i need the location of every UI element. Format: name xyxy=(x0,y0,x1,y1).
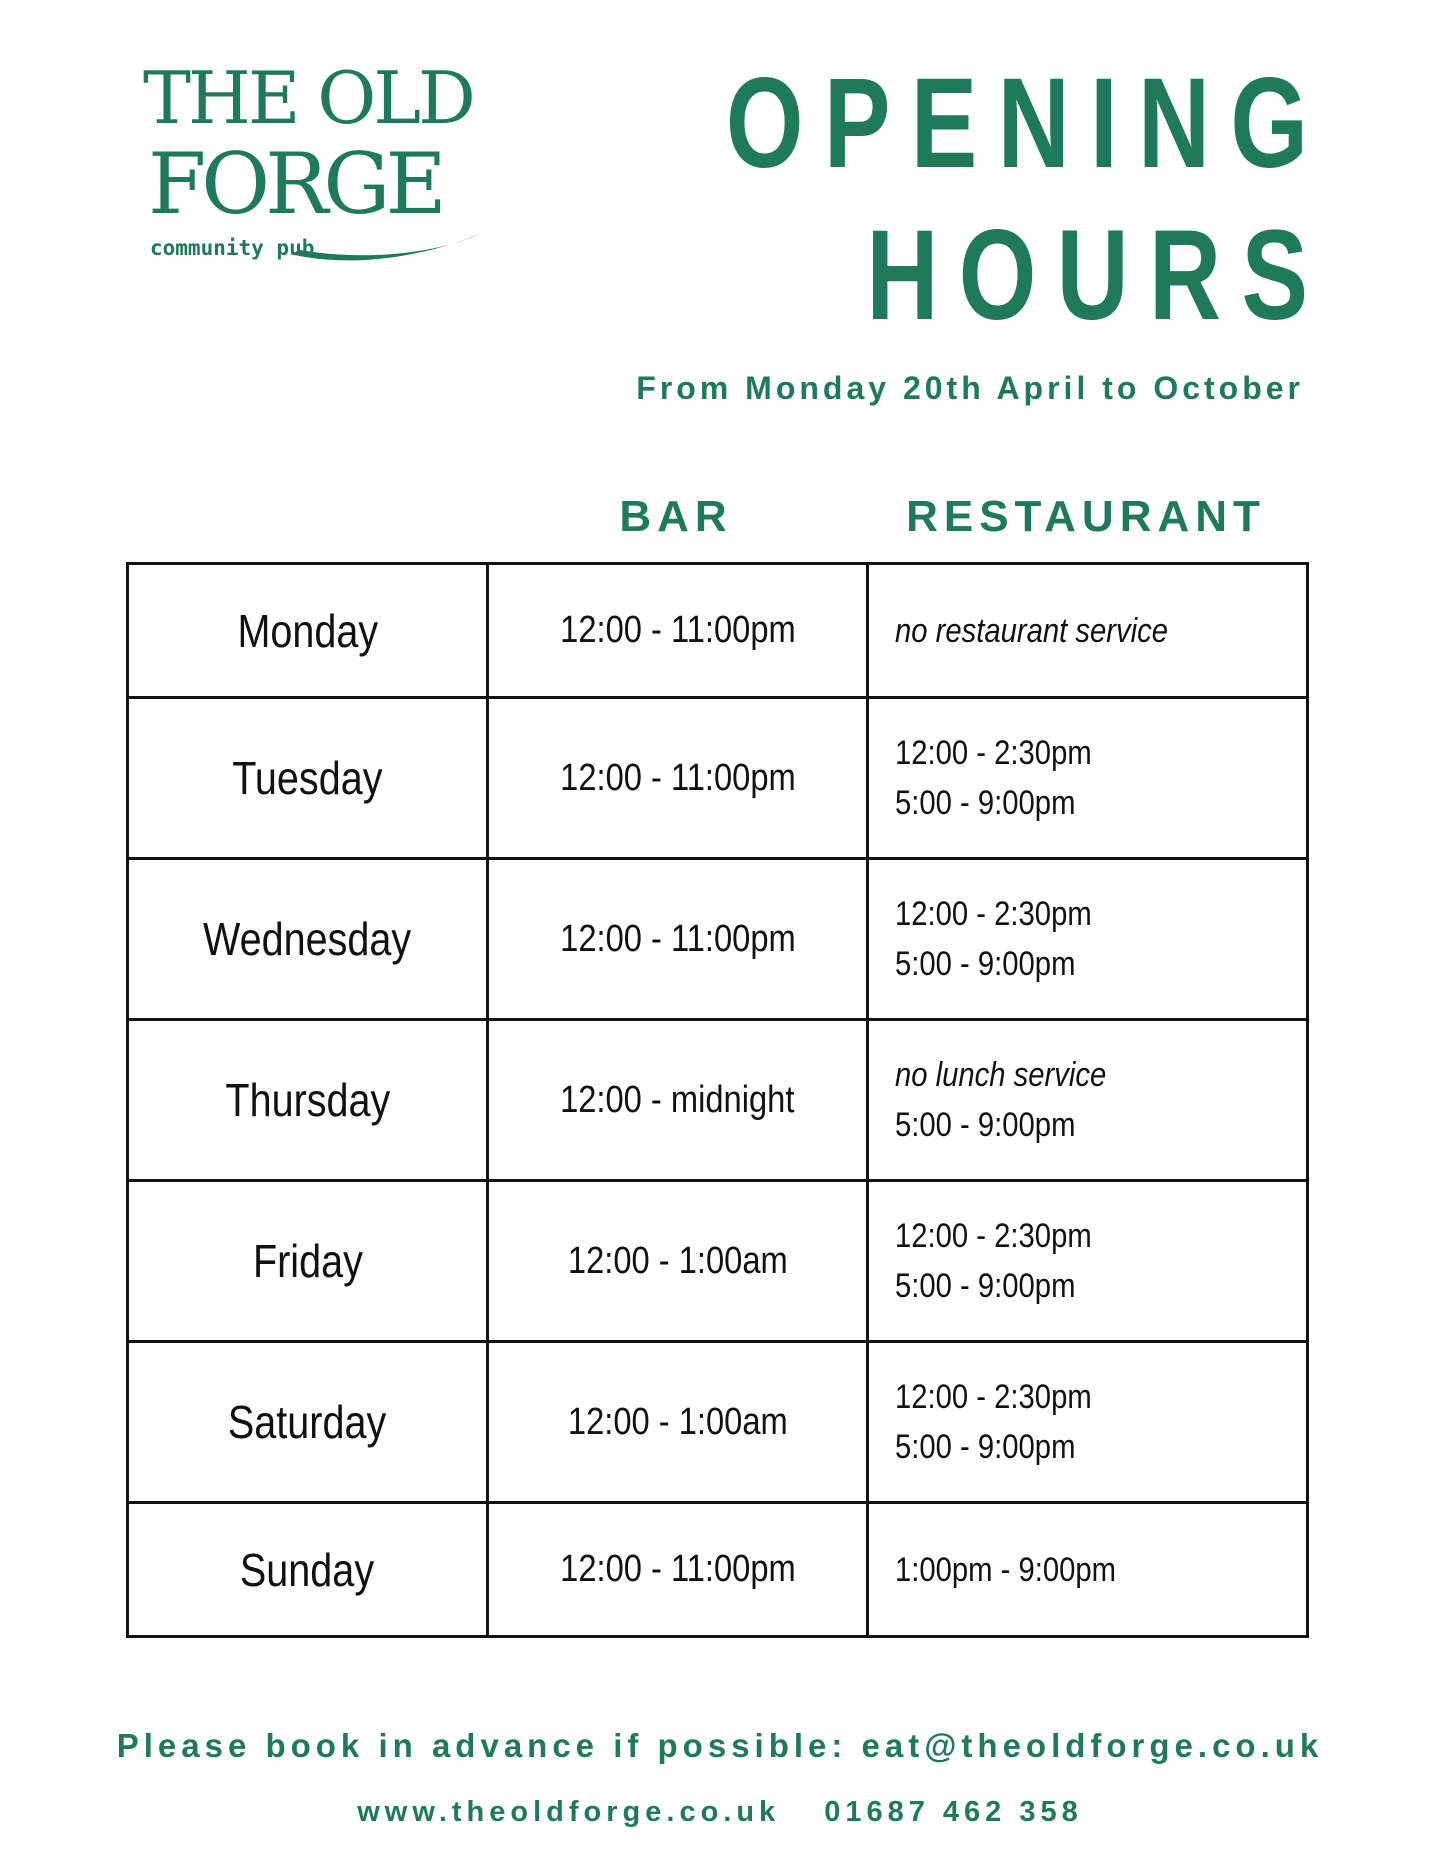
bar-hours-cell xyxy=(488,698,868,859)
table-row xyxy=(128,564,1308,698)
restaurant-hours-line: 12:00 - 2:30pm xyxy=(895,1378,1092,1416)
day-cell xyxy=(128,1342,488,1503)
day-label: Friday xyxy=(252,1235,363,1287)
restaurant-hours-line: 12:00 - 2:30pm xyxy=(895,1217,1092,1255)
restaurant-hours-line: no lunch service xyxy=(895,1056,1107,1094)
restaurant-hours-cell xyxy=(868,1020,1308,1181)
table-row xyxy=(128,1020,1308,1181)
restaurant-hours-cell xyxy=(868,564,1308,698)
bar-hours: 12:00 - midnight xyxy=(560,1078,795,1121)
restaurant-hours-cell xyxy=(868,1342,1308,1503)
day-label: Sunday xyxy=(240,1543,375,1596)
date-range-subtitle: From Monday 20th April to October xyxy=(636,370,1304,406)
logo-text-forge: FORGE xyxy=(148,135,442,233)
day-cell xyxy=(128,1503,488,1637)
restaurant-hours-cell xyxy=(868,1181,1308,1342)
phone-number: 01687 462 358 xyxy=(824,1796,1083,1828)
logo-tagline: community pub xyxy=(150,236,315,260)
bar-hours: 12:00 - 11:00pm xyxy=(559,756,796,799)
restaurant-hours-line: 5:00 - 9:00pm xyxy=(895,945,1076,983)
table-row xyxy=(128,698,1308,859)
opening-hours-body xyxy=(128,564,1308,1637)
bar-hours: 12:00 - 11:00pm xyxy=(559,917,796,960)
day-cell xyxy=(128,859,488,1020)
day-cell xyxy=(128,1181,488,1342)
bar-hours: 12:00 - 1:00am xyxy=(567,1239,788,1282)
table-row xyxy=(128,1503,1308,1637)
bar-hours: 12:00 - 1:00am xyxy=(567,1400,788,1443)
website-link[interactable]: www.theoldforge.co.uk xyxy=(357,1796,781,1828)
table-row xyxy=(128,1181,1308,1342)
day-cell xyxy=(128,1020,488,1181)
contact-line xyxy=(0,1796,1440,1829)
booking-note: Please book in advance if possible: eat@theoldforge.co.uk xyxy=(116,1727,1324,1764)
day-label: Monday xyxy=(237,604,378,657)
page-title xyxy=(556,48,1328,352)
day-label: Thursday xyxy=(225,1074,390,1126)
pub-logo xyxy=(140,58,490,268)
restaurant-hours-line: 12:00 - 2:30pm xyxy=(895,734,1092,772)
restaurant-hours-line: 1:00pm - 9:00pm xyxy=(895,1550,1117,1589)
day-cell xyxy=(128,564,488,698)
restaurant-hours-cell xyxy=(868,859,1308,1020)
restaurant-hours-cell xyxy=(868,1503,1308,1637)
restaurant-hours-line: 5:00 - 9:00pm xyxy=(895,1428,1076,1466)
column-header-bar: BAR xyxy=(619,492,733,541)
day-label: Wednesday xyxy=(203,913,412,965)
day-cell xyxy=(128,698,488,859)
bar-hours-cell xyxy=(488,1181,868,1342)
table-row xyxy=(128,859,1308,1020)
bar-hours: 12:00 - 11:00pm xyxy=(559,1548,796,1590)
bar-hours-cell xyxy=(488,1503,868,1637)
title-line-opening: OPENING xyxy=(725,52,1328,195)
column-header-restaurant: RESTAURANT xyxy=(906,492,1266,541)
bar-hours-cell xyxy=(488,1020,868,1181)
restaurant-hours-line: 12:00 - 2:30pm xyxy=(895,895,1092,933)
restaurant-hours-cell xyxy=(868,698,1308,859)
bar-hours-cell xyxy=(488,1342,868,1503)
bar-hours-cell xyxy=(488,859,868,1020)
day-label: Saturday xyxy=(228,1396,387,1448)
restaurant-hours-line: 5:00 - 9:00pm xyxy=(895,1106,1076,1144)
bar-hours: 12:00 - 11:00pm xyxy=(559,609,796,651)
day-label: Tuesday xyxy=(232,752,383,804)
bar-hours-cell xyxy=(488,564,868,698)
title-line-hours: HOURS xyxy=(866,204,1328,347)
table-row xyxy=(128,1342,1308,1503)
logo-text-the-old: THE OLD xyxy=(143,56,473,140)
restaurant-hours-line: 5:00 - 9:00pm xyxy=(895,784,1076,822)
restaurant-hours-line: no restaurant service xyxy=(895,611,1169,650)
opening-hours-table xyxy=(126,562,1309,1638)
restaurant-hours-line: 5:00 - 9:00pm xyxy=(895,1267,1076,1305)
